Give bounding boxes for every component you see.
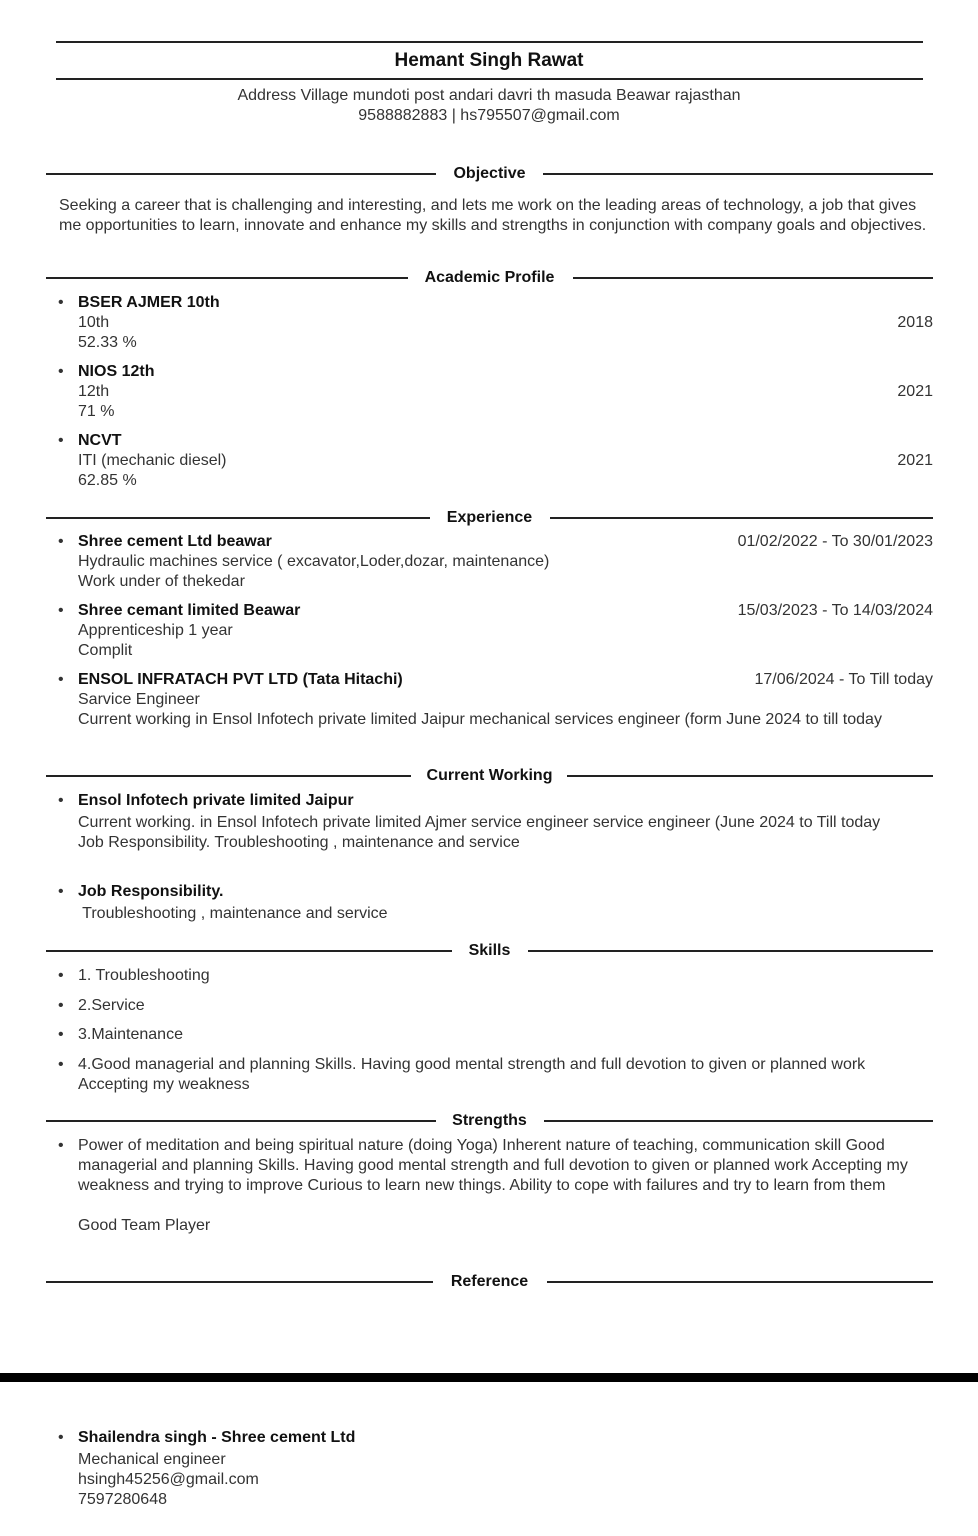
role-note: Current working in Ensol Infotech private limited Jaipur mechanical services engineer (form June 2024 to till today [78,711,882,728]
section-academic-header [46,266,933,290]
bullet-icon: • [58,883,64,900]
academic-item [58,293,933,353]
academic-year: 2021 [897,383,933,400]
skill-text: 3.Maintenance [78,1026,183,1043]
current-item [58,882,933,924]
employment-dates: 01/02/2022 - To 30/01/2023 [737,533,933,550]
section-title: Reference [450,1273,529,1290]
bullet-icon: • [58,792,64,809]
academic-level: 12th [78,383,110,400]
bullet-icon: • [58,533,64,550]
employment-dates: 17/06/2024 - To Till today [754,671,933,688]
role-detail: Apprenticeship 1 year [78,622,233,639]
current-detail: Current working. in Ensol Infotech private limited Ajmer service engineer service engineer (June 2024 to Till today [78,814,881,831]
phone-email-text: 9588882883 | hs795507@gmail.com [358,107,620,124]
role-note: Work under of thekedar [78,573,245,590]
bullet-icon: • [58,432,64,449]
skill-item [58,1055,933,1095]
current-responsibility: Job Responsibility. Troubleshooting , maintenance and service [78,834,520,851]
objective-text: Seeking a career that is challenging and interesting, and lets me work on the leading areas of technology, a job that gives me opportunities to learn, innovate and enhance my skills and strengths in conjunction with company goals and objectives. [59,197,927,234]
header-top-rule [56,41,923,43]
bullet-icon: • [58,602,64,619]
academic-level: 10th [78,314,110,331]
skill-item [58,966,933,986]
section-strengths-header [46,1109,933,1133]
bullet-icon: • [58,1429,64,1446]
academic-item [58,362,933,422]
reference-item [58,1428,933,1510]
bullet-icon: • [58,1026,64,1043]
current-item [58,791,933,853]
strength-extra: Good Team Player [78,1217,211,1234]
academic-year: 2021 [897,452,933,469]
section-title: Objective [453,165,526,182]
section-objective-header [46,162,933,186]
skill-item [58,1025,933,1045]
employment-dates: 15/03/2023 - To 14/03/2024 [737,602,933,619]
strength-item [58,1136,933,1236]
section-title: Skills [468,942,511,959]
current-employer: Ensol Infotech private limited Jaipur [78,792,354,809]
bullet-icon: • [58,671,64,688]
academic-board: NCVT [78,432,122,449]
section-title: Experience [446,509,533,526]
candidate-name: Hemant Singh Rawat [394,50,584,71]
role-detail: Hydraulic machines service ( excavator,Loder,dozar, maintenance) [78,553,550,570]
page-break-bar [0,1373,978,1382]
responsibility-detail: Troubleshooting , maintenance and service [78,905,388,922]
section-title: Strengths [452,1112,527,1129]
academic-item [58,431,933,491]
employer-name: Shree cemant limited Beawar [78,602,301,619]
responsibility-heading: Job Responsibility. [78,883,224,900]
reference-email: hsingh45256@gmail.com [78,1471,259,1488]
academic-board: BSER AJMER 10th [78,294,220,311]
section-current-header [46,764,933,788]
skill-text: 4.Good managerial and planning Skills. Having good mental strength and full devotion to given or planned work Accepting my weakness [78,1056,866,1093]
bullet-icon: • [58,997,64,1014]
header-bottom-rule [56,78,923,80]
experience-item [58,601,933,661]
bullet-icon: • [58,294,64,311]
section-reference-header [46,1270,933,1294]
bullet-icon: • [58,363,64,380]
reference-name: Shailendra singh - Shree cement Ltd [78,1429,356,1446]
role-note: Complit [78,642,133,659]
academic-board: NIOS 12th [78,363,155,380]
employer-name: ENSOL INFRATACH PVT LTD (Tata Hitachi) [78,671,403,688]
academic-year: 2018 [897,314,933,331]
experience-item [58,670,933,730]
contact-block [0,86,978,126]
bullet-icon: • [58,1137,64,1154]
bullet-icon: • [58,1056,64,1073]
academic-score: 62.85 % [78,472,137,489]
academic-level: ITI (mechanic diesel) [78,452,227,469]
skill-text: 2.Service [78,997,145,1014]
employer-name: Shree cement Ltd beawar [78,533,272,550]
section-title: Academic Profile [424,269,555,286]
reference-role: Mechanical engineer [78,1451,226,1468]
role-detail: Sarvice Engineer [78,691,200,708]
skill-text: 1. Troubleshooting [78,967,210,984]
experience-item [58,532,933,592]
section-title: Current Working [426,767,553,784]
reference-phone: 7597280648 [78,1491,167,1508]
bullet-icon: • [58,967,64,984]
address-text: Address Village mundoti post andari davri th masuda Beawar rajasthan [237,87,741,104]
strength-text: Power of meditation and being spiritual nature (doing Yoga) Inherent nature of teaching, communication skill Good managerial and planning Skills. Having good mental strength and full devotion to given or planned work Accepting my weakness and trying to improve Curious to learn new things. Ability to cope with failures and try to learn from them [78,1137,908,1194]
section-experience-header [46,506,933,530]
section-skills-header [46,939,933,963]
academic-score: 52.33 % [78,334,137,351]
skill-item [58,996,933,1016]
academic-score: 71 % [78,403,115,420]
